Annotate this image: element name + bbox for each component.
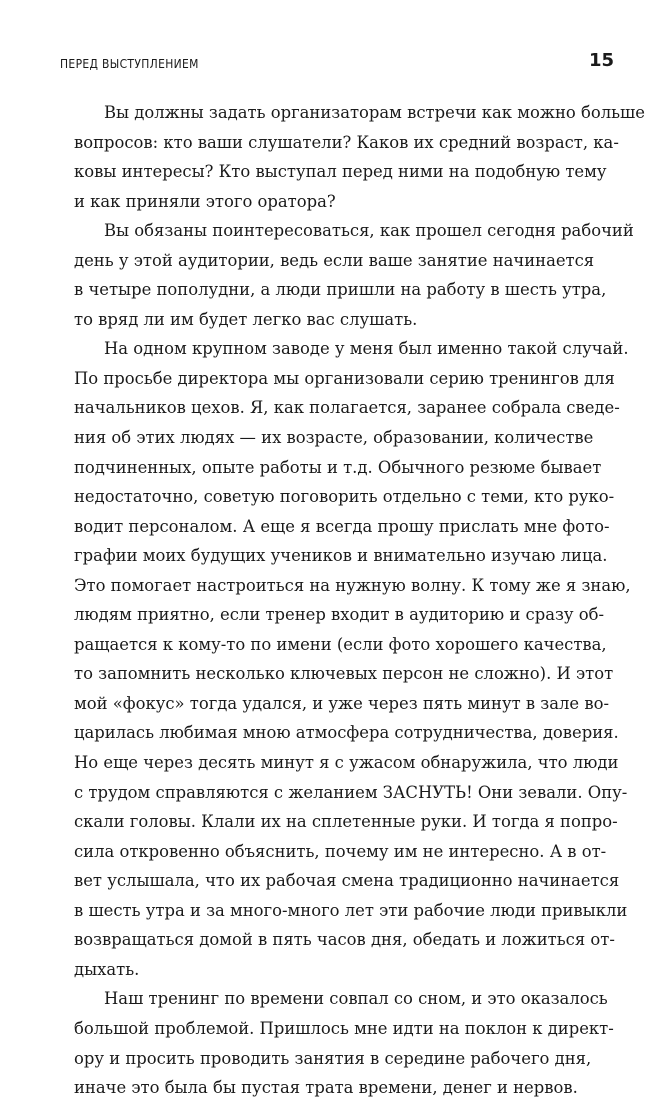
- text-line: начальников цехов. Я, как полагается, заранее собрала сведе-: [74, 398, 620, 418]
- text-line: Наш тренинг по времени совпал со сном, и это оказалось: [104, 989, 608, 1009]
- text-line: большой проблемой. Пришлось мне идти на поклон к директ-: [74, 1018, 614, 1038]
- text-line: и как приняли этого оратора?: [74, 191, 336, 211]
- paragraph: [74, 98, 645, 216]
- page-number: 15: [588, 50, 614, 71]
- text-line: то запомнить несколько ключевых персон не сложно). И этот: [74, 664, 614, 684]
- text-line: Вы обязаны поинтересоваться, как прошел сегодня рабочий: [104, 221, 634, 241]
- body-text: [74, 98, 645, 1103]
- paragraph: [74, 984, 614, 1102]
- text-line: в четыре пополудни, а люди пришли на работу в шесть утра,: [74, 280, 607, 300]
- text-line: в шесть утра и за много-много лет эти рабочие люди привыкли: [74, 900, 628, 920]
- running-head: ПЕРЕД ВЫСТУПЛЕНИЕМ: [60, 56, 199, 71]
- text-line: ния об этих людях — их возрасте, образовании, количестве: [74, 428, 594, 448]
- text-line: Но еще через десять минут я с ужасом обнаружила, что люди: [74, 753, 619, 773]
- text-line: подчиненных, опыте работы и т.д. Обычного резюме бывает: [74, 457, 602, 477]
- text-line: возвращаться домой в пять часов дня, обедать и ложиться от-: [74, 930, 615, 950]
- text-line: то вряд ли им будет легко вас слушать.: [74, 309, 418, 329]
- text-line: иначе это была бы пустая трата времени, денег и нервов.: [74, 1078, 578, 1098]
- paragraph: [74, 216, 634, 334]
- text-line: По просьбе директора мы организовали серию тренингов для: [74, 368, 615, 388]
- text-line: недостаточно, советую поговорить отдельно с теми, кто руко-: [74, 487, 615, 507]
- text-line: сила откровенно объяснить, почему им не интересно. А в от-: [74, 841, 607, 861]
- text-line: На одном крупном заводе у меня был именно такой случай.: [104, 339, 629, 359]
- text-line: Вы должны задать организаторам встречи как можно больше: [104, 103, 645, 122]
- text-line: вет услышала, что их рабочая смена традиционно начинается: [74, 871, 620, 891]
- text-line: ковы интересы? Кто выступал перед ними на подобную тему: [74, 162, 607, 182]
- text-line: мой «фокус» тогда удался, и уже через пять минут в зале во-: [74, 693, 609, 713]
- text-line: царилась любимая мною атмосфера сотрудничества, доверия.: [74, 723, 619, 743]
- text-line: скали головы. Клали их на сплетенные руки. И тогда я попро-: [74, 812, 618, 832]
- text-line: вопросов: кто ваши слушатели? Каков их средний возраст, ка-: [74, 132, 619, 152]
- text-line: графии моих будущих учеников и внимательно изучаю лица.: [74, 546, 608, 566]
- text-line: ору и просить проводить занятия в середине рабочего дня,: [74, 1048, 592, 1068]
- text-line: Это помогает настроиться на нужную волну. К тому же я знаю,: [74, 575, 631, 595]
- text-line: дыхать.: [74, 959, 140, 979]
- text-line: с трудом справляются с желанием ЗАСНУТЬ! Они зевали. Опу-: [74, 782, 628, 802]
- text-line: день у этой аудитории, ведь если ваше занятие начинается: [74, 250, 595, 270]
- text-line: водит персоналом. А еще я всегда прошу прислать мне фото-: [74, 516, 610, 536]
- text-line: людям приятно, если тренер входит в аудиторию и сразу об-: [74, 605, 605, 625]
- paragraph: [74, 334, 631, 984]
- text-line: ращается к кому-то по имени (если фото хорошего качества,: [74, 634, 607, 654]
